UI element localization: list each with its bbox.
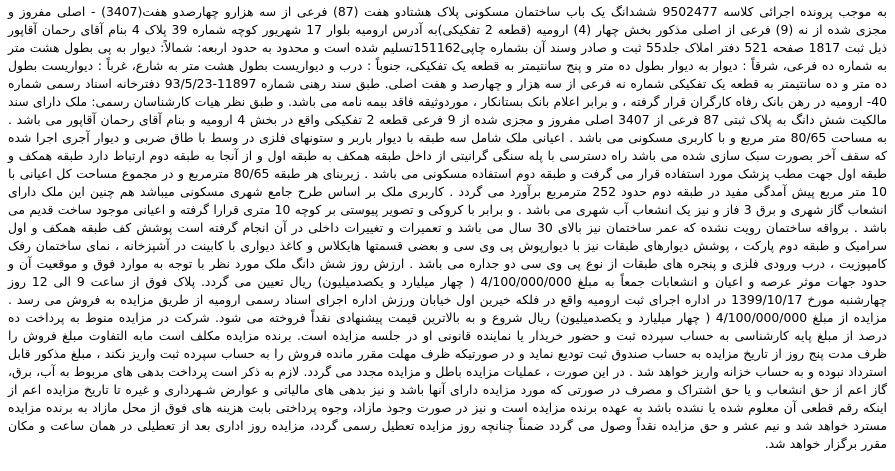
notice-body: به موجب پرونده اجرائی کلاسه 9502477 ششدانگ یک باب ساختمان مسکونی پلاک هشتادو هفت (87) فرعی از سه هزارو چهارصدو هفت(3407) - اصلی مفروز و مجزی شده از نه (9) فرعی از اصلی مذکور بخش چهار (4) ارومیه (قطعه 2 تفکیکی)به آدرس ارومیه بلوار 17 شهریور کوچه شماره 39 پلاک 4 بنام آقای رحمان آقاپور ذیل ثبت 1817 صفحه 521 دفتر املاک جلد55 ثبت و صادر وسند آن بشماره چاپی151162تسلیم شده است و محدود به حدود اربعه: شمالاً: دیوار به پی بطول هشت متر به شماره ده فرعی، شرقاً : دیوار به دیوار بطول ده متر و پنج سانتیمتر به قطعه یک تفکیکی، جنوباً : درب و دیواریست بطول هشت متر به شارع، غرباً : دیواریست بطول ده متر و ده سانتیمتر به قطعه یک تفکیکی شماره نه فرعی از سه هزار و چهارصد و هفت اصلی. طبق سند رهنی شماره 11897-93/5/23 دفترخانه اسناد رسمی شماره 40- ارومیه در رهن بانک رفاه کارگران قرار گرفته ، و برابر اعلام بانک بستانکار ، موردوثیقه فاقد بیمه نامه می باشد. و طبق نظر هیات کارشناسان رسمی: ملک دارای سند مالکیت شش دانگ به پلاک ثبتی 87 فرعی از 3407 اصلی مفروز و مجزی شده از 9 فرعی قطعه 2 تفکیکی واقع در بخش 4 ارومیه و بنام آقای رحمان آقاپور می باشد . به مساحت 80/65 متر مربع و با کاربری مسکونی می باشد . اعیانی ملک شامل سه طبقه با دیوار باربر و ستونهای فلزی در وسط با طاق ضربی و دیوار آجری اجرا شده که سقف آخر بصورت سبک سازی شده می باشد راه دسترسی با پله سنگی گرانیتی از داخل طبقه همکف به طبقه اول و از آنجا به طبقه دوم ارتباط دارد طبقه همکف و طبقه اول جهت مطب پزشک مورد استفاده قرار می گرفت و طبقه دوم استفاده مسکونی می باشد . زیربنای هر طبقه 80/65 مترمربع و در مجموع مساحت کل اعیانی با 10 متر مربع پیش آمدگی مفید در طبقه دوم حدود 252 مترمربع برآورد می گردد . کاربری ملک بر اساس طرح جامع شهری مسکونی میباشد هم چنین این ملک دارای انشعاب گاز شهری و برق 3 فاز و نیز یک انشعاب آب شهری می باشد . و برابر با کروکی و تصویر پیوستی بر کوچه 10 متری قرارا گرفته و اعیانی موجود ساخت قدیم می باشد . برواقه ساختمان رویت نشده که عمر ساختمان نیز بالای 30 سال می باشد و تعمیرات و تغییرات داخلی در آن انجام گرفته است پوشش کف طبقه همکف و اول سرامیک و طبقه دوم پارکت ، پوشش دیوارهای طبقات نیز با دیوارپوش پی وی سی و بعضی قسمتها هایکلاس و کاغذ دیواری با کابینت در آشپزخانه ، نمای ساختمان رفک کامپوزیت ، درب ورودی فلزی و پنجره های طبقات از نوع پی وی سی دو جداره می باشد . ارزش روز شش دانگ ملک مورد نظر با توجه به موارد فوق و موقعیت آن و حدود جهات موثر عرصه و اعیان و انشعابات جمعاً به مبلغ 4/100/000/000 ( چهار میلیارد و یکصدمیلیون) ریال تعیین می گردد. پلاک فوق از ساعت 9 الی 12 روز چهارشنبه مورخ 1399/10/17 در اداره اجرای ثبت ارومیه واقع در فلکه خیرین اول خیابان ورزش اداره اجرای اسناد رسمی ارومیه از طریق مزایده به فروش می رسد . مزایده از مبلغ 4/100/000/000 ( چهار میلیارد و یکصدمیلیون) ریال شروع و به بالاترین قیمت پیشنهادی نقداً فروخته می شود. شرکت در مزایده منوط به پرداخت ده درصد از مبلغ پایه کارشناسی به حساب سپرده ثبت و حضور خریدار یا نماینده قانونی او در جلسه مزایده است. برنده مزایده مکلف است مابه التفاوت مبلغ فروش را ظرف مدت پنج روز از تاریخ مزایده به حساب صندوق ثبت تودیع نماید و در صورتیکه ظرف مهلت مقرر مانده فروش را به حساب سپرده ثبت واریز نکند ، مبلغ مذکور قابل استرداد نبوده و به حساب خزانه واریز خواهد شد . در این صورت ، عملیات مزایده باطل و مزایده مجدد می گردد. لازم به ذکر است پرداخت بدهی های مربوط به آب، برق، گاز اعم از حق انشعاب و یا حق اشتراک و مصرف در صورتی که مورد مزایده دارای آنها باشد و نیز بدهی های مالیاتی و عوارض شـهرداری و غیره تا تاریخ مزایده اعم از اینکه رقم قطعی آن معلوم شده یا نشده باشد به عهده برنده مزایده است و نیز در صورت وجود مازاد، وجوه پرداختی بابت هزینه های فوق از محل مازاد به برنده مزایده مسترد خواهد شد و نیم عشر و حق مزایده نقداً وصول می گردد ضمناً چنانچه روز مزایده تعطیل رسمی گردد، مزایده روز اداری بعد از تعطیلی در همان ساعت و مکان مقرر برگزار خواهد شد.: [8, 4, 887, 451]
